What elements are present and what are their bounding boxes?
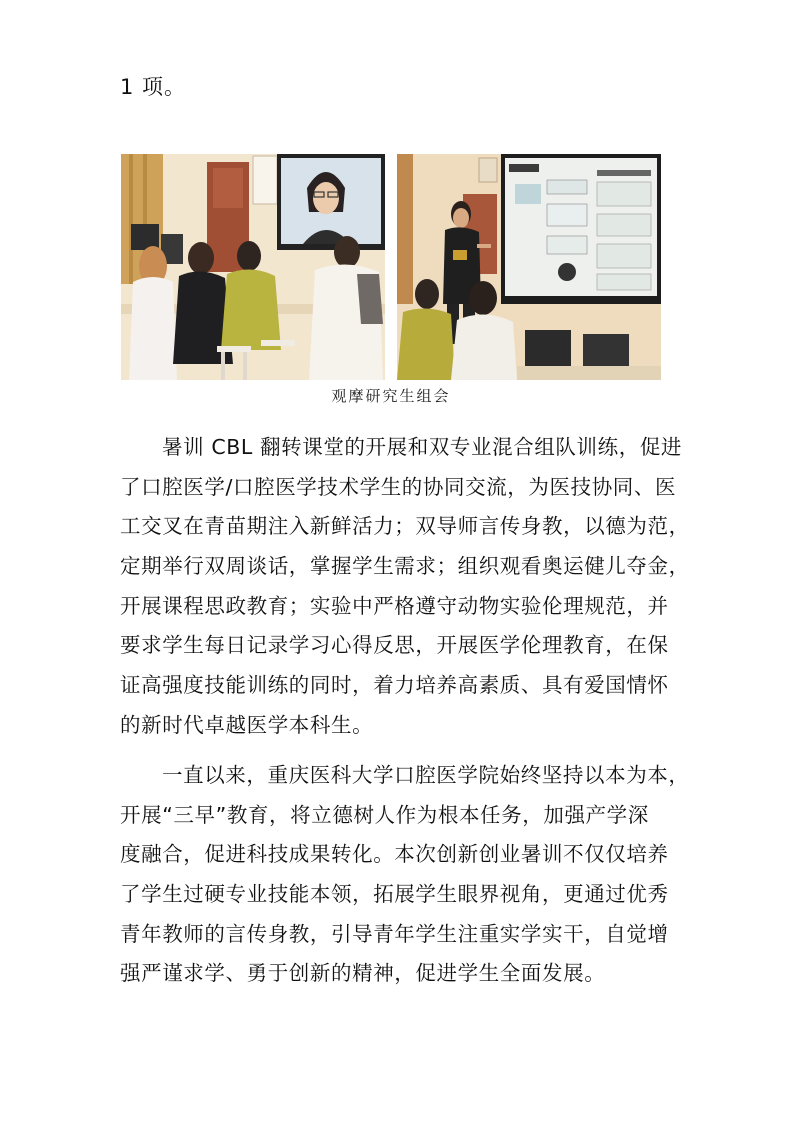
- paragraph-line: 开展课程思政教育；实验中严格遵守动物实验伦理规范，并: [120, 593, 669, 618]
- paragraph-line: 青年教师的言传身教，引导青年学生注重实学实干，自觉增: [120, 921, 669, 946]
- paragraph-line: 证高强度技能训练的同时，着力培养高素质、具有爱国情怀: [120, 673, 669, 698]
- lead-text: 1 项。: [120, 75, 187, 99]
- paragraph-line: 开展“三早”教育，将立德树人作为根本任务，加强产学深: [120, 802, 649, 827]
- group-meeting-photo-left: [121, 154, 385, 380]
- group-meeting-photo-right: [397, 154, 661, 380]
- paragraph-line: 了口腔医学/口腔医学技术学生的协同交流，为医技协同、医: [120, 474, 677, 499]
- paragraph-line: 了学生过硬专业技能本领，拓展学生眼界视角，更通过优秀: [120, 882, 669, 907]
- photo-caption: 观摩研究生组会: [331, 387, 451, 405]
- paragraph-line: 一直以来，重庆医科大学口腔医学院始终坚持以本为本，: [162, 763, 690, 787]
- body-paragraph-2: [120, 756, 690, 994]
- paragraph-line: 强严谨求学、勇于创新的精神，促进学生全面发展。: [120, 961, 606, 986]
- paragraph-line: 要求学生每日记录学习心得反思，开展医学伦理教育，在保: [120, 633, 669, 658]
- paragraph-line: 暑训 CBL 翻转课堂的开展和双专业混合组队训练，促进: [162, 435, 683, 459]
- paragraph-line: 定期举行双周谈话，掌握学生需求；组织观看奥运健儿夺金，: [120, 554, 690, 579]
- body-paragraph-1: [120, 428, 690, 746]
- paragraph-line: 工交叉在青苗期注入新鲜活力；双导师言传身教，以德为范，: [120, 514, 690, 539]
- paragraph-line: 度融合，促进科技成果转化。本次创新创业暑训不仅仅培养: [120, 842, 669, 867]
- paragraph-line: 的新时代卓越医学本科生。: [120, 712, 374, 737]
